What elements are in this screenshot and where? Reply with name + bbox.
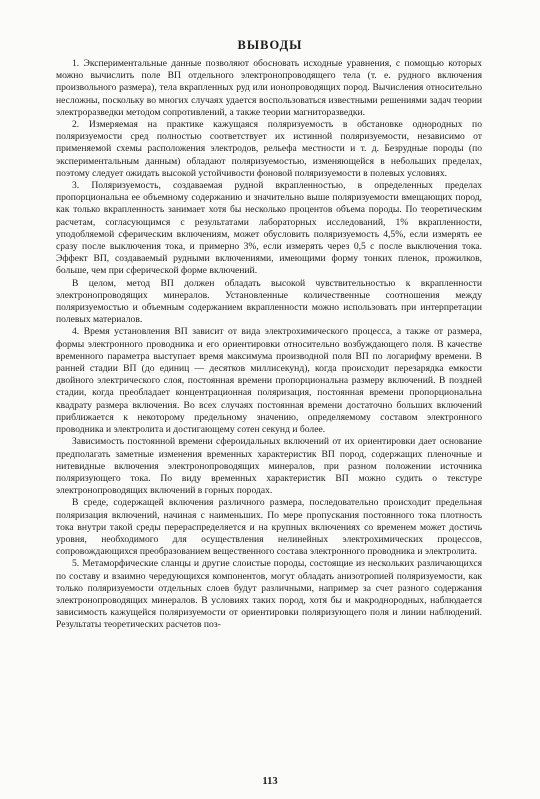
paragraph-5: 4. Время установления ВП зависит от вида электрохимического процесса, а также от размера, формы электронного проводника и его ориентировки относительно возбуждающего поля. В качестве временного параметра выступает время максимума производной поля ВП по логарифму времени. В ранней стадии ВП (до единиц — десятков миллисекунд), когда происходит перезарядка емкости двойного электрического слоя, постоянная времени пропорциональна размеру включений. В поздней стадии, когда преобладает концентрационная поляризация, постоянная времени пропорциональна квадрату размера включения. Во всех случаях постоянная времени достаточно больших включений приближается к некоторому предельному значению, определяемому составом электронного проводника и электролита и достигающему сотен секунд и более. (56, 326, 482, 436)
paragraph-3: 3. Поляризуемость, создаваемая рудной вкрапленностью, в определенных пределах пропорциональна ее объемному содержанию и значительно выше поляризуемости вмещающих пород, как только вкрапленность занимает хотя бы несколько процентов объема породы. По теоретическим расчетам, согласующимся с результатами лабораторных исследований, 1% вкрапленности, уподобляемой сферическим включениям, может обусловить поляризуемость 4,5%, если измерять ее сразу после выключения тока, и примерно 3%, если измерять через 0,5 с после выключения тока. Эффект ВП, создаваемый рудными включениями, имеющими форму тонких пленок, прожилков, больше, чем при сферической форме включений. (56, 180, 482, 277)
paragraph-2: 2. Измеряемая на практике кажущаяся поляризуемость в обстановке однородных по поляризуемости сред полностью соответствует их истинной поляризуемости, независимо от применяемой схемы расположения электродов, рельефа местности и т. д. Безрудные породы (по экспериментальным данным) обладают поляризуемостью, изменяющейся в небольших пределах, поэтому следует ожидать высокой устойчивости фоновой поляризуемости в полевых условиях. (56, 119, 482, 179)
section-title: ВЫВОДЫ (237, 38, 303, 52)
page-number: 113 (262, 776, 278, 787)
body-text (56, 58, 482, 632)
paragraph-4: В целом, метод ВП должен обладать высокой чувствительностью к вкрапленности электронопроводящих минералов. Установленные количественные соотношения между поляризуемостью и объемным содержанием вкрапленности можно использовать при интерпретации полевых материалов. (56, 277, 482, 326)
paragraph-1: 1. Экспериментальные данные позволяют обосновать исходные уравнения, с помощью которых можно вычислить поле ВП отдельного электронопроводящего тела (т. е. рудного включения произвольного размера), тела вкрапленных руд или ионопроводящих пород. Вычисления относительно несложны, поскольку во многих случаях удается воспользоваться известными решениями задач теории электроразведки методом сопротивлений, а также теории магниторазведки. (56, 58, 482, 118)
paragraph-8: 5. Метаморфические сланцы и другие слоистые породы, состоящие из нескольких различающихся по составу и взаимно чередующихся компонентов, могут обладать анизотропией поляризуемости, как только поляризуемости отдельных слоев будут различными, например за счет разного содержания электронопроводящих минералов. В условиях таких пород, хотя бы и макроднородных, наблюдается зависимость кажущейся поляризуемости от ориентировки поляризующего поля и линии наблюдений. Результаты теоретических расчетов поз- (56, 558, 482, 631)
paragraph-7: В среде, содержащей включения различного размера, последовательно происходит предельная поляризация включений, начиная с наименьших. По мере пропускания постоянного тока плотность тока внутри такой среды перераспределяется и на крупных включениях со временем может достичь уровня, необходимого для осуществления нелинейных электрохимических процессов, сопровождающихся преобразованием вещественного состава электронного проводника и электролита. (56, 497, 482, 558)
paragraph-6: Зависимость постоянной времени сфероидальных включений от их ориентировки дает основание предполагать заметные изменения временных характеристик ВП пород, содержащих пленочные и нитевидные включения электронопроводящих минералов, при разном положении источника поляризующего тока. По виду временных характеристик ВП можно судить о текстуре электронопроводящих включений в горных породах. (56, 436, 482, 497)
